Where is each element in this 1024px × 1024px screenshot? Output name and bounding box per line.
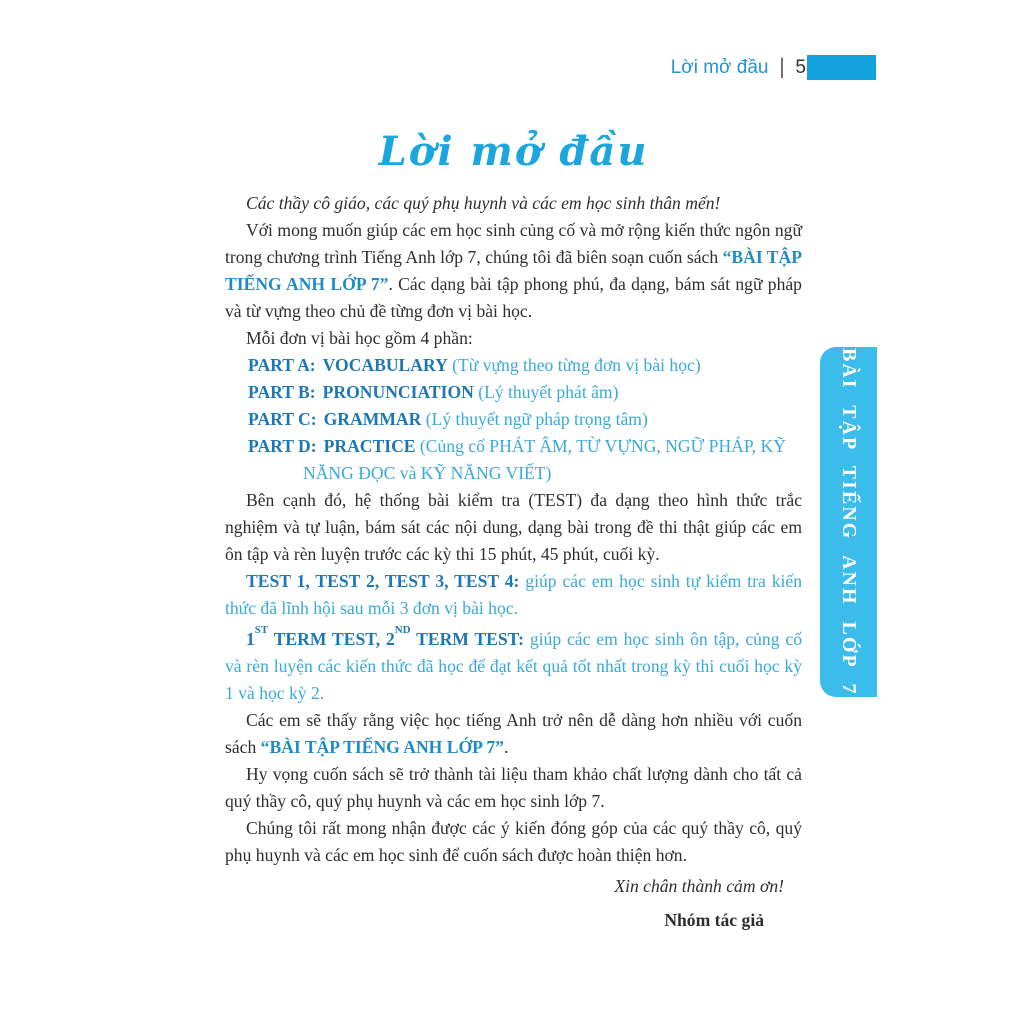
part-d-desc: (Củng cố PHÁT ÂM, TỪ VỰNG, NGỮ PHÁP, KỸ NĂNG ĐỌC và KỸ NĂNG VIẾT) — [303, 436, 786, 483]
header-accent-bar — [807, 55, 876, 80]
part-c-desc: (Lý thuyết ngữ pháp trọng tâm) — [421, 409, 648, 429]
part-c-label: PART C: — [248, 409, 317, 429]
author-signature: Nhóm tác giả — [664, 909, 764, 930]
part-c-row — [225, 406, 802, 433]
term-number-1: 1 — [246, 628, 255, 649]
superscript-st: ST — [254, 624, 269, 637]
greeting-line: Các thầy cô giáo, các quý phụ huynh và các em học sinh thân mến! — [246, 193, 721, 213]
part-b-label: PART B: — [248, 382, 316, 402]
test-series-text: giúp các em học sinh tự kiểm tra kiến thức đã lĩnh hội sau mỗi 3 đơn vị bài học. — [225, 571, 803, 618]
test-series-paragraph — [225, 568, 802, 622]
part-d-label: PART D: — [248, 436, 317, 456]
term-test-text: giúp các em học sinh ôn tập, củng cố và rèn luyện các kiến thức đã học để đạt kết quả tốt nhất trong kỳ thi cuối học kỳ 1 và học kỳ 2. — [225, 628, 802, 703]
side-tab-label: BÀI TẬP TIẾNG ANH LỚP 7 — [838, 348, 860, 696]
part-b-row — [225, 379, 802, 406]
feedback-paragraph: Chúng tôi rất mong nhận được các ý kiến đóng góp của các quý thầy cô, quý phụ huynh và các em học sinh để cuốn sách được hoàn thiện hơn. — [225, 817, 802, 865]
running-header — [0, 55, 806, 80]
book-title-highlight: “BÀI TẬP TIẾNG ANH LỚP 7” — [225, 247, 802, 294]
part-d-name: PRACTICE — [323, 436, 416, 456]
intro-text-after: . Các dạng bài tập phong phú, đa dạng, bám sát ngữ pháp và từ vựng theo chủ đề từng đơn vị bài học. — [225, 274, 802, 321]
part-a-name: VOCABULARY — [322, 355, 448, 375]
header-page-number: 5 — [795, 56, 806, 78]
benefit-text-after: . — [503, 736, 509, 757]
page-content — [225, 128, 802, 934]
header-section-label: Lời mở đầu — [670, 56, 769, 78]
closing-thanks: Xin chân thành cảm ơn! — [614, 875, 784, 896]
tests-overview-paragraph: Bên cạnh đó, hệ thống bài kiểm tra (TEST) đa dạng theo hình thức trắc nghiệm và tự luận, bám sát các nội dung, dạng bài trong đề thi thật giúp các em ôn tập và rèn luyện trước các kỳ thi 15 phút, 45 phút, cuối kỳ. — [225, 490, 802, 564]
part-c-name: GRAMMAR — [323, 409, 422, 429]
hope-paragraph: Hy vọng cuốn sách sẽ trở thành tài liệu tham khảo chất lượng dành cho tất cả quý thầy cô, quý phụ huynh và các em học sinh lớp 7. — [225, 763, 802, 811]
benefit-text-before: Các em sẽ thấy rằng việc học tiếng Anh trở nên dễ dàng hơn nhiều với cuốn sách — [225, 709, 802, 757]
header-divider: | — [779, 54, 785, 79]
benefit-book-title: “BÀI TẬP TIẾNG ANH LỚP 7” — [260, 736, 504, 757]
intro-text-before: Với mong muốn giúp các em học sinh củng cố và mở rộng kiến thức ngôn ngữ trong chương trình Tiếng Anh lớp 7, chúng tôi đã biên soạn cuốn sách — [225, 220, 802, 267]
term-test-paragraph — [225, 622, 802, 707]
part-d-row — [225, 433, 802, 487]
term-test-label — [246, 624, 524, 649]
parts-intro: Mỗi đơn vị bài học gồm 4 phần: — [246, 328, 473, 348]
superscript-nd: ND — [394, 624, 411, 637]
intro-paragraph — [225, 217, 802, 325]
part-a-label: PART A: — [248, 355, 316, 375]
benefit-paragraph — [225, 707, 802, 761]
page-title: Lời mở đầu — [378, 128, 649, 175]
test-series-label: TEST 1, TEST 2, TEST 3, TEST 4: — [246, 571, 520, 591]
part-a-row — [225, 352, 802, 379]
term-label-end: TERM TEST: — [410, 628, 524, 649]
part-b-name: PRONUNCIATION — [322, 382, 474, 402]
part-a-desc: (Từ vựng theo từng đơn vị bài học) — [447, 355, 701, 375]
side-tab — [820, 347, 877, 697]
term-middle: TERM TEST, 2 — [268, 628, 395, 649]
part-b-desc: (Lý thuyết phát âm) — [473, 382, 619, 402]
